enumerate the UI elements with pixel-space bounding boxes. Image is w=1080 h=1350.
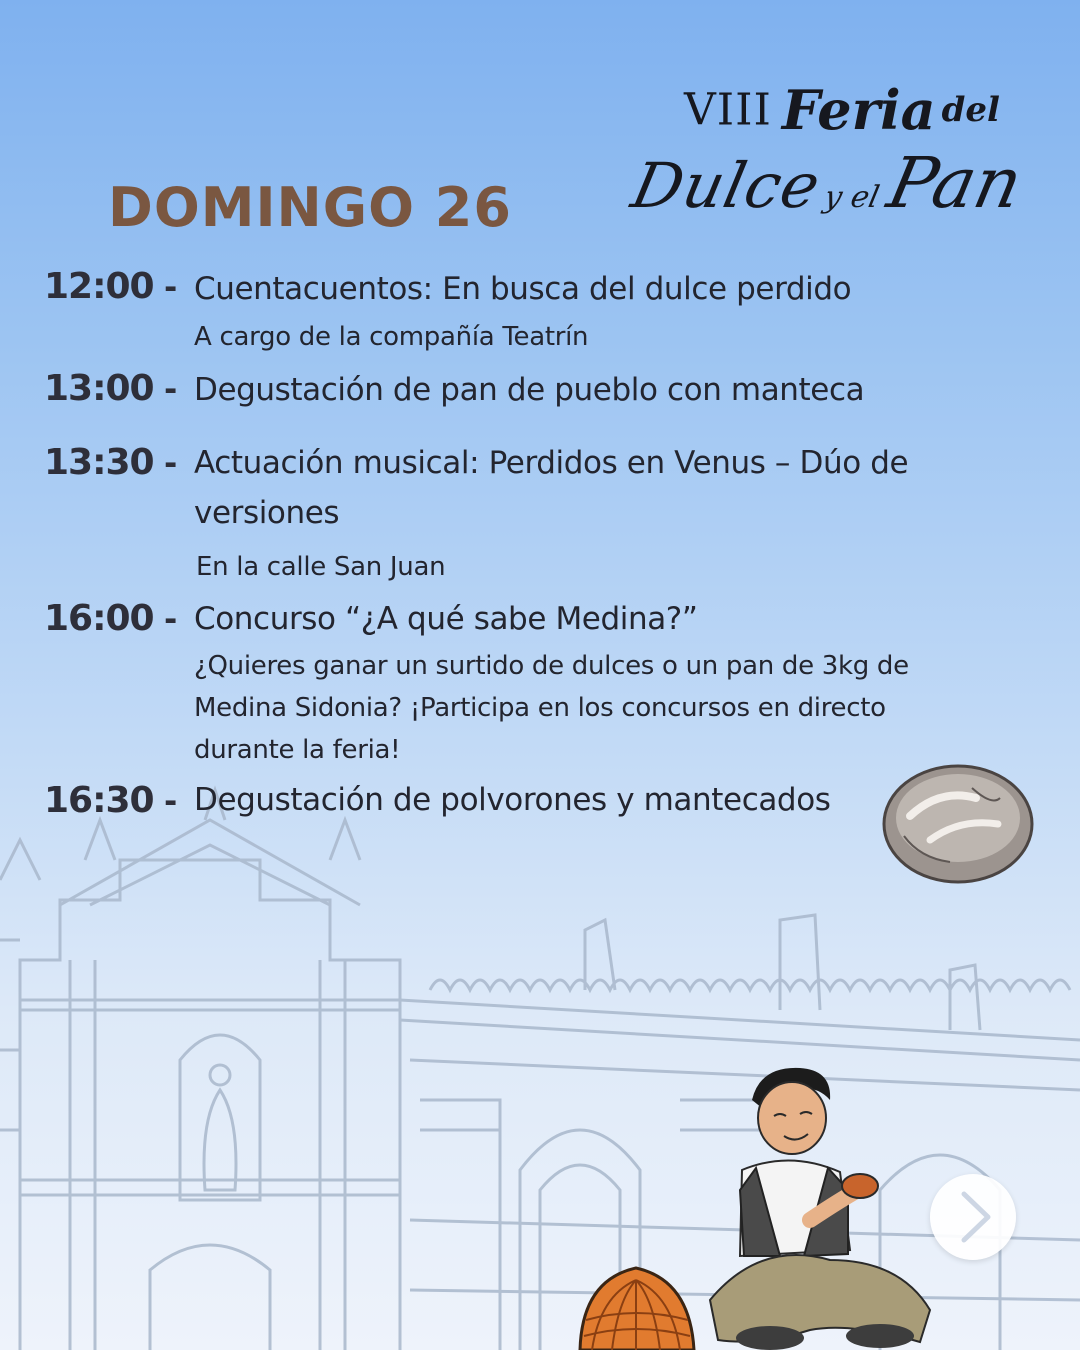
logo-edition: VIII <box>684 84 772 136</box>
event-title: Actuación musical: Perdidos en Venus – Dúo de versiones <box>194 445 909 531</box>
event-title: Degustación de pan de pueblo con manteca <box>194 372 865 408</box>
event-dash: - <box>164 370 178 408</box>
event-title: Cuentacuentos: En busca del dulce perdido <box>194 271 852 307</box>
seated-man-eating-illustration <box>700 1060 940 1350</box>
logo-pan: Pan <box>881 142 1030 224</box>
logo-dulce: Dulce <box>625 149 828 222</box>
event-dash: - <box>164 600 178 638</box>
event-time: 12:00 <box>44 266 154 307</box>
event-dash: - <box>164 268 178 306</box>
event-time: 16:00 <box>44 598 154 639</box>
feria-logo <box>620 70 1070 230</box>
event-detail: En la calle San Juan <box>196 552 446 582</box>
chevron-right-icon <box>930 1174 1016 1260</box>
basket-illustration <box>572 1260 702 1350</box>
day-title: DOMINGO 26 <box>108 176 512 239</box>
logo-title-line1 <box>684 78 1000 142</box>
logo-del: del <box>941 90 1000 130</box>
event-dash: - <box>164 444 178 482</box>
event-time: 13:30 <box>44 442 154 483</box>
event-detail: ¿Quieres ganar un surtido de dulces o un pan de 3kg de Medina Sidonia? ¡Participa en los concursos en directo durante la feria! <box>194 651 909 765</box>
event-time: 13:00 <box>44 368 154 409</box>
bread-loaf-illustration <box>880 758 1036 886</box>
event-dash: - <box>164 782 178 820</box>
logo-feria: Feria <box>781 78 936 142</box>
event-title: Degustación de polvorones y mantecados <box>194 782 831 818</box>
logo-title-line2 <box>625 142 1029 224</box>
event-title: Concurso “¿A qué sabe Medina?” <box>194 601 698 637</box>
event-detail: A cargo de la compañía Teatrín <box>194 322 589 352</box>
logo-y-el: y el <box>821 180 883 215</box>
event-time: 16:30 <box>44 780 154 821</box>
next-slide-button[interactable] <box>930 1174 1016 1260</box>
